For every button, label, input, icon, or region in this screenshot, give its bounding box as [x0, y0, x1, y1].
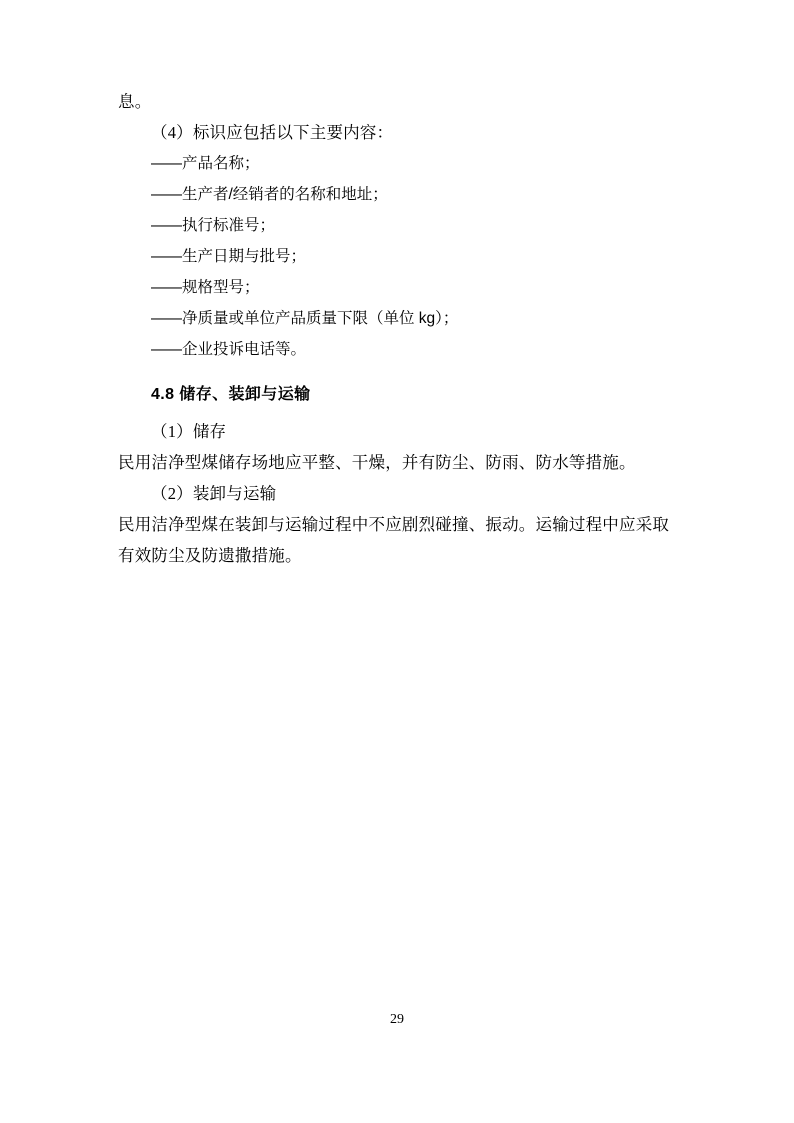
paragraph: 民用洁净型煤储存场地应平整、干燥，并有防尘、防雨、防水等措施。: [118, 453, 636, 472]
paragraph: （1）储存: [151, 422, 227, 441]
paragraph: （2）装卸与运输: [151, 484, 277, 503]
list-item: ——产品名称；: [151, 155, 260, 172]
list-item: ——规格型号；: [151, 279, 260, 296]
list-item: ——企业投诉电话等。: [151, 341, 307, 358]
paragraph: （4）标识应包括以下主要内容：: [151, 123, 394, 142]
page-number: 29: [390, 1012, 404, 1027]
list-item: ——生产者/经销者的名称和地址；: [151, 186, 388, 203]
paragraph: 息。: [118, 92, 152, 111]
list-item: ——执行标准号；: [151, 217, 276, 234]
list-item: ——净质量或单位产品质量下限（单位 kg）；: [151, 310, 459, 327]
paragraph: 民用洁净型煤在装卸与运输过程中不应剧烈碰撞、振动。运输过程中应采取有效防尘及防遗撒措施。: [118, 515, 670, 565]
document-body: [118, 86, 678, 571]
section-heading: 4.8 储存、装卸与运输: [151, 386, 311, 403]
list-item: ——生产日期与批号；: [151, 248, 307, 265]
